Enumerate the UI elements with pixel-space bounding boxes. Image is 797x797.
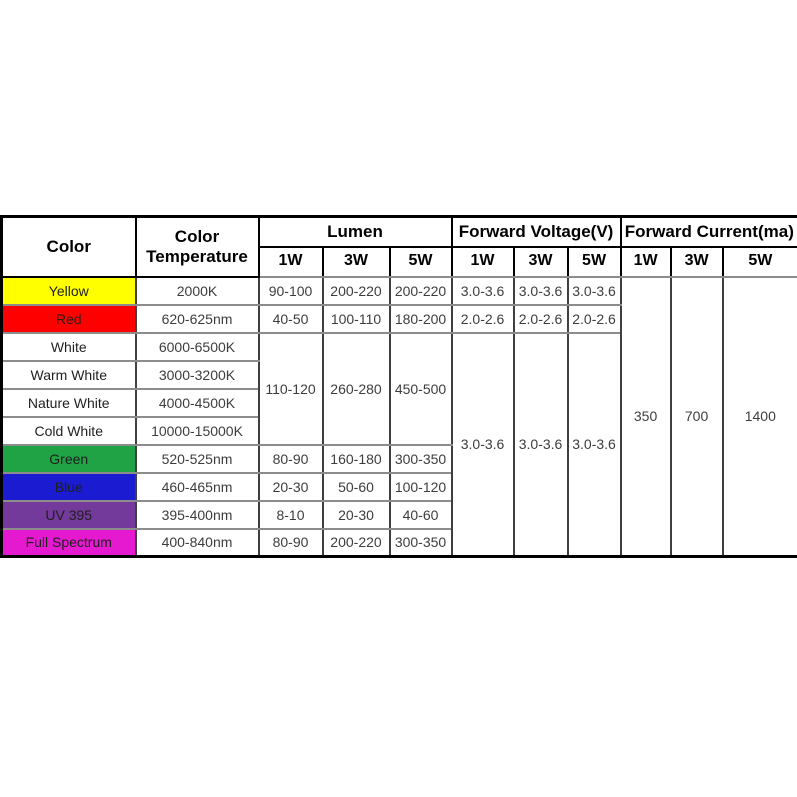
yellow-voltage-3w: 3.0-3.6	[514, 277, 568, 305]
yellow-lumen-5w: 200-220	[390, 277, 452, 305]
nature-white-color-cell: Nature White	[2, 389, 136, 417]
uv-395-temp: 395-400nm	[136, 501, 259, 529]
warm-white-temp: 3000-3200K	[136, 361, 259, 389]
header-voltage-3w: 3W	[514, 247, 568, 277]
uv-395-lumen-1w: 8-10	[259, 501, 323, 529]
green-color-swatch: Green	[2, 445, 136, 473]
red-temp: 620-625nm	[136, 305, 259, 333]
red-voltage-5w: 2.0-2.6	[568, 305, 621, 333]
header-forward-current: Forward Current(ma)	[621, 217, 797, 247]
red-lumen-1w: 40-50	[259, 305, 323, 333]
full-spectrum-temp: 400-840nm	[136, 529, 259, 557]
yellow-voltage-1w: 3.0-3.6	[452, 277, 514, 305]
led-spec-table	[0, 215, 797, 558]
yellow-temp: 2000K	[136, 277, 259, 305]
full-spectrum-lumen-3w: 200-220	[323, 529, 390, 557]
white-color-cell: White	[2, 333, 136, 361]
blue-color-swatch: Blue	[2, 473, 136, 501]
full-spectrum-lumen-5w: 300-350	[390, 529, 452, 557]
voltage-1w-merged: 3.0-3.6	[452, 333, 514, 557]
nature-white-temp: 4000-4500K	[136, 389, 259, 417]
header-forward-voltage: Forward Voltage(V)	[452, 217, 621, 247]
yellow-lumen-1w: 90-100	[259, 277, 323, 305]
uv-395-lumen-5w: 40-60	[390, 501, 452, 529]
green-lumen-1w: 80-90	[259, 445, 323, 473]
blue-lumen-3w: 50-60	[323, 473, 390, 501]
voltage-3w-merged: 3.0-3.6	[514, 333, 568, 557]
cold-white-color-cell: Cold White	[2, 417, 136, 445]
yellow-color-swatch: Yellow	[2, 277, 136, 305]
red-voltage-3w: 2.0-2.6	[514, 305, 568, 333]
header-voltage-1w: 1W	[452, 247, 514, 277]
cold-white-temp: 10000-15000K	[136, 417, 259, 445]
blue-temp: 460-465nm	[136, 473, 259, 501]
white-group-lumen-3w-merged: 260-280	[323, 333, 390, 445]
white-group-lumen-1w-merged: 110-120	[259, 333, 323, 445]
header-color-temperature: Color Temperature	[136, 217, 259, 277]
current-3w-merged: 700	[671, 277, 723, 557]
white-temp: 6000-6500K	[136, 333, 259, 361]
red-voltage-1w: 2.0-2.6	[452, 305, 514, 333]
header-current-1w: 1W	[621, 247, 671, 277]
header-current-3w: 3W	[671, 247, 723, 277]
header-color: Color	[2, 217, 136, 277]
yellow-voltage-5w: 3.0-3.6	[568, 277, 621, 305]
header-lumen-3w: 3W	[323, 247, 390, 277]
full-spectrum-color-swatch: Full Spectrum	[2, 529, 136, 557]
current-5w-merged: 1400	[723, 277, 797, 557]
blue-lumen-5w: 100-120	[390, 473, 452, 501]
green-lumen-3w: 160-180	[323, 445, 390, 473]
red-lumen-5w: 180-200	[390, 305, 452, 333]
header-voltage-5w: 5W	[568, 247, 621, 277]
warm-white-color-cell: Warm White	[2, 361, 136, 389]
voltage-5w-merged: 3.0-3.6	[568, 333, 621, 557]
header-lumen-1w: 1W	[259, 247, 323, 277]
uv-395-lumen-3w: 20-30	[323, 501, 390, 529]
current-1w-merged: 350	[621, 277, 671, 557]
uv-395-color-swatch: UV 395	[2, 501, 136, 529]
green-temp: 520-525nm	[136, 445, 259, 473]
full-spectrum-lumen-1w: 80-90	[259, 529, 323, 557]
header-current-5w: 5W	[723, 247, 797, 277]
green-lumen-5w: 300-350	[390, 445, 452, 473]
red-color-swatch: Red	[2, 305, 136, 333]
yellow-lumen-3w: 200-220	[323, 277, 390, 305]
blue-lumen-1w: 20-30	[259, 473, 323, 501]
red-lumen-3w: 100-110	[323, 305, 390, 333]
row-yellow	[2, 277, 797, 305]
white-group-lumen-5w-merged: 450-500	[390, 333, 452, 445]
header-lumen: Lumen	[259, 217, 452, 247]
header-lumen-5w: 5W	[390, 247, 452, 277]
